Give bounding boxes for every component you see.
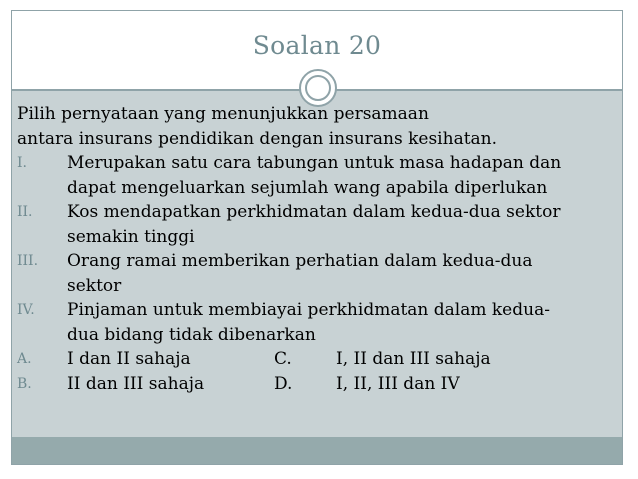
option-text: I, II, III dan IV bbox=[336, 373, 460, 394]
statement-item bbox=[17, 151, 607, 200]
option-text: I dan II sahaja bbox=[67, 349, 191, 369]
circle-ornament-inner bbox=[305, 75, 331, 101]
option-text: I, II dan III sahaja bbox=[336, 349, 491, 369]
statement-marker: I. bbox=[17, 155, 27, 171]
bottom-band bbox=[12, 437, 622, 464]
statement-marker: III. bbox=[17, 253, 39, 269]
option-marker: A. bbox=[17, 351, 32, 367]
statement-item bbox=[17, 200, 607, 249]
statement-item bbox=[17, 249, 607, 298]
option-letter: C. bbox=[274, 349, 292, 369]
statement-line: dua bidang tidak dibenarkan bbox=[67, 324, 316, 345]
statement-line: semakin tinggi bbox=[67, 226, 195, 247]
statement-text bbox=[67, 249, 607, 298]
statement-marker: II. bbox=[17, 204, 33, 220]
question-line: Pilih pernyataan yang menunjukkan persamaan bbox=[17, 104, 429, 124]
question-body bbox=[17, 102, 607, 396]
option-marker: B. bbox=[17, 375, 32, 392]
statement-line: Kos mendapatkan perkhidmatan dalam kedua-dua sektor bbox=[67, 202, 561, 222]
question-line: antara insurans pendidikan dengan insurans kesihatan. bbox=[17, 128, 498, 149]
statement-line: Orang ramai memberikan perhatian dalam kedua-dua bbox=[67, 251, 533, 271]
statement-text bbox=[67, 298, 607, 347]
statement-text bbox=[67, 200, 607, 249]
statement-line: dapat mengeluarkan sejumlah wang apabila diperlukan bbox=[67, 177, 548, 198]
option-letter: D. bbox=[274, 373, 293, 394]
statement-text bbox=[67, 151, 607, 200]
answer-option-row bbox=[17, 372, 607, 397]
statement-line: sektor bbox=[67, 275, 122, 296]
statement-marker: IV. bbox=[17, 302, 35, 318]
statement-line: Pinjaman untuk membiayai perkhidmatan dalam kedua- bbox=[67, 300, 550, 320]
statement-item bbox=[17, 298, 607, 347]
slide-title: Soalan 20 bbox=[252, 31, 382, 60]
option-text: II dan III sahaja bbox=[67, 373, 205, 394]
answer-option-row bbox=[17, 347, 607, 372]
statement-line: Merupakan satu cara tabungan untuk masa hadapan dan bbox=[67, 153, 562, 173]
